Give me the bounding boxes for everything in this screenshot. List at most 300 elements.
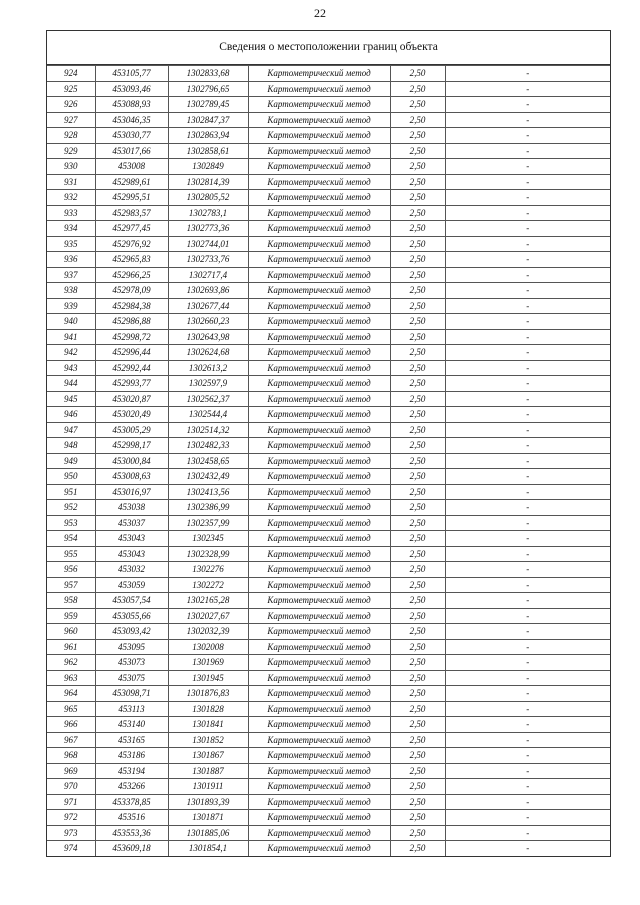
x-coordinate-cell: 453059: [95, 577, 168, 593]
y-coordinate-cell: 1302660,23: [168, 314, 248, 330]
x-coordinate-cell: 452983,57: [95, 205, 168, 221]
x-coordinate-cell: 452986,88: [95, 314, 168, 330]
accuracy-cell: 2,50: [390, 453, 445, 469]
y-coordinate-cell: 1301911: [168, 779, 248, 795]
table-row: [47, 438, 610, 454]
y-coordinate-cell: 1301876,83: [168, 686, 248, 702]
x-coordinate-cell: 452989,61: [95, 174, 168, 190]
accuracy-cell: 2,50: [390, 841, 445, 856]
accuracy-cell: 2,50: [390, 469, 445, 485]
point-number-cell: 971: [47, 794, 95, 810]
description-cell: -: [445, 794, 610, 810]
y-coordinate-cell: 1302165,28: [168, 593, 248, 609]
y-coordinate-cell: 1302805,52: [168, 190, 248, 206]
description-cell: -: [445, 81, 610, 97]
y-coordinate-cell: 1302677,44: [168, 298, 248, 314]
accuracy-cell: 2,50: [390, 190, 445, 206]
accuracy-cell: 2,50: [390, 360, 445, 376]
accuracy-cell: 2,50: [390, 577, 445, 593]
x-coordinate-cell: 452976,92: [95, 236, 168, 252]
accuracy-cell: 2,50: [390, 128, 445, 144]
point-number-cell: 966: [47, 717, 95, 733]
table-row: [47, 159, 610, 175]
x-coordinate-cell: 453043: [95, 531, 168, 547]
x-coordinate-cell: 453008,63: [95, 469, 168, 485]
y-coordinate-cell: 1302544,4: [168, 407, 248, 423]
accuracy-cell: 2,50: [390, 66, 445, 82]
y-coordinate-cell: 1301867: [168, 748, 248, 764]
table-row: [47, 422, 610, 438]
table-row: [47, 376, 610, 392]
description-cell: -: [445, 670, 610, 686]
description-cell: -: [445, 531, 610, 547]
x-coordinate-cell: 453186: [95, 748, 168, 764]
y-coordinate-cell: 1302863,94: [168, 128, 248, 144]
table-row: [47, 810, 610, 826]
point-number-cell: 946: [47, 407, 95, 423]
accuracy-cell: 2,50: [390, 686, 445, 702]
y-coordinate-cell: 1301945: [168, 670, 248, 686]
x-coordinate-cell: 453165: [95, 732, 168, 748]
point-number-cell: 954: [47, 531, 95, 547]
x-coordinate-cell: 453017,66: [95, 143, 168, 159]
y-coordinate-cell: 1302008: [168, 639, 248, 655]
x-coordinate-cell: 453609,18: [95, 841, 168, 856]
y-coordinate-cell: 1302458,65: [168, 453, 248, 469]
accuracy-cell: 2,50: [390, 438, 445, 454]
y-coordinate-cell: 1302345: [168, 531, 248, 547]
accuracy-cell: 2,50: [390, 97, 445, 113]
table-row: [47, 81, 610, 97]
accuracy-cell: 2,50: [390, 252, 445, 268]
description-cell: -: [445, 143, 610, 159]
accuracy-cell: 2,50: [390, 329, 445, 345]
x-coordinate-cell: 452998,72: [95, 329, 168, 345]
accuracy-cell: 2,50: [390, 267, 445, 283]
x-coordinate-cell: 452984,38: [95, 298, 168, 314]
y-coordinate-cell: 1301887: [168, 763, 248, 779]
point-number-cell: 969: [47, 763, 95, 779]
y-coordinate-cell: 1301885,06: [168, 825, 248, 841]
accuracy-cell: 2,50: [390, 407, 445, 423]
point-number-cell: 941: [47, 329, 95, 345]
table-row: [47, 360, 610, 376]
boundary-table-frame: [46, 30, 611, 857]
method-cell: Картометрический метод: [248, 701, 390, 717]
accuracy-cell: 2,50: [390, 810, 445, 826]
x-coordinate-cell: 453055,66: [95, 608, 168, 624]
y-coordinate-cell: 1302432,49: [168, 469, 248, 485]
point-number-cell: 964: [47, 686, 95, 702]
point-number-cell: 951: [47, 484, 95, 500]
description-cell: -: [445, 267, 610, 283]
accuracy-cell: 2,50: [390, 779, 445, 795]
point-number-cell: 944: [47, 376, 95, 392]
method-cell: Картометрический метод: [248, 577, 390, 593]
point-number-cell: 962: [47, 655, 95, 671]
method-cell: Картометрический метод: [248, 159, 390, 175]
x-coordinate-cell: 453020,49: [95, 407, 168, 423]
description-cell: -: [445, 469, 610, 485]
table-row: [47, 608, 610, 624]
x-coordinate-cell: 452977,45: [95, 221, 168, 237]
method-cell: Картометрический метод: [248, 763, 390, 779]
accuracy-cell: 2,50: [390, 376, 445, 392]
table-title: Сведения о местоположении границ объекта: [47, 31, 610, 65]
description-cell: -: [445, 484, 610, 500]
method-cell: Картометрический метод: [248, 515, 390, 531]
y-coordinate-cell: 1302783,1: [168, 205, 248, 221]
accuracy-cell: 2,50: [390, 236, 445, 252]
table-row: [47, 453, 610, 469]
y-coordinate-cell: 1302328,99: [168, 546, 248, 562]
x-coordinate-cell: 452966,25: [95, 267, 168, 283]
x-coordinate-cell: 452965,83: [95, 252, 168, 268]
description-cell: -: [445, 159, 610, 175]
method-cell: Картометрический метод: [248, 143, 390, 159]
point-number-cell: 949: [47, 453, 95, 469]
accuracy-cell: 2,50: [390, 624, 445, 640]
method-cell: Картометрический метод: [248, 779, 390, 795]
accuracy-cell: 2,50: [390, 655, 445, 671]
method-cell: Картометрический метод: [248, 670, 390, 686]
table-row: [47, 546, 610, 562]
method-cell: Картометрический метод: [248, 655, 390, 671]
method-cell: Картометрический метод: [248, 376, 390, 392]
description-cell: -: [445, 593, 610, 609]
description-cell: -: [445, 438, 610, 454]
boundary-points-table: [47, 65, 610, 856]
point-number-cell: 940: [47, 314, 95, 330]
y-coordinate-cell: 1302386,99: [168, 500, 248, 516]
accuracy-cell: 2,50: [390, 763, 445, 779]
table-row: [47, 624, 610, 640]
method-cell: Картометрический метод: [248, 112, 390, 128]
description-cell: -: [445, 422, 610, 438]
accuracy-cell: 2,50: [390, 143, 445, 159]
x-coordinate-cell: 453266: [95, 779, 168, 795]
method-cell: Картометрический метод: [248, 531, 390, 547]
accuracy-cell: 2,50: [390, 500, 445, 516]
accuracy-cell: 2,50: [390, 670, 445, 686]
description-cell: -: [445, 655, 610, 671]
x-coordinate-cell: 453037: [95, 515, 168, 531]
description-cell: -: [445, 500, 610, 516]
method-cell: Картометрический метод: [248, 810, 390, 826]
table-row: [47, 562, 610, 578]
accuracy-cell: 2,50: [390, 546, 445, 562]
table-row: [47, 593, 610, 609]
y-coordinate-cell: 1301841: [168, 717, 248, 733]
method-cell: Картометрический метод: [248, 608, 390, 624]
point-number-cell: 955: [47, 546, 95, 562]
point-number-cell: 947: [47, 422, 95, 438]
accuracy-cell: 2,50: [390, 391, 445, 407]
point-number-cell: 935: [47, 236, 95, 252]
description-cell: -: [445, 453, 610, 469]
method-cell: Картометрический метод: [248, 314, 390, 330]
description-cell: -: [445, 608, 610, 624]
description-cell: -: [445, 360, 610, 376]
description-cell: -: [445, 701, 610, 717]
point-number-cell: 960: [47, 624, 95, 640]
x-coordinate-cell: 453030,77: [95, 128, 168, 144]
description-cell: -: [445, 97, 610, 113]
x-coordinate-cell: 453043: [95, 546, 168, 562]
point-number-cell: 956: [47, 562, 95, 578]
y-coordinate-cell: 1302413,56: [168, 484, 248, 500]
table-row: [47, 236, 610, 252]
table-row: [47, 283, 610, 299]
x-coordinate-cell: 453008: [95, 159, 168, 175]
accuracy-cell: 2,50: [390, 159, 445, 175]
point-number-cell: 926: [47, 97, 95, 113]
description-cell: -: [445, 624, 610, 640]
method-cell: Картометрический метод: [248, 500, 390, 516]
table-row: [47, 252, 610, 268]
y-coordinate-cell: 1302847,37: [168, 112, 248, 128]
method-cell: Картометрический метод: [248, 298, 390, 314]
method-cell: Картометрический метод: [248, 841, 390, 856]
y-coordinate-cell: 1302643,98: [168, 329, 248, 345]
x-coordinate-cell: 453093,46: [95, 81, 168, 97]
description-cell: -: [445, 190, 610, 206]
point-number-cell: 927: [47, 112, 95, 128]
method-cell: Картометрический метод: [248, 174, 390, 190]
method-cell: Картометрический метод: [248, 360, 390, 376]
y-coordinate-cell: 1302027,67: [168, 608, 248, 624]
accuracy-cell: 2,50: [390, 345, 445, 361]
point-number-cell: 950: [47, 469, 95, 485]
x-coordinate-cell: 453095: [95, 639, 168, 655]
x-coordinate-cell: 453113: [95, 701, 168, 717]
table-row: [47, 717, 610, 733]
table-row: [47, 221, 610, 237]
method-cell: Картометрический метод: [248, 794, 390, 810]
y-coordinate-cell: 1302833,68: [168, 66, 248, 82]
method-cell: Картометрический метод: [248, 639, 390, 655]
description-cell: -: [445, 562, 610, 578]
table-row: [47, 345, 610, 361]
method-cell: Картометрический метод: [248, 391, 390, 407]
y-coordinate-cell: 1302272: [168, 577, 248, 593]
accuracy-cell: 2,50: [390, 174, 445, 190]
x-coordinate-cell: 453516: [95, 810, 168, 826]
table-row: [47, 190, 610, 206]
y-coordinate-cell: 1302849: [168, 159, 248, 175]
method-cell: Картометрический метод: [248, 283, 390, 299]
method-cell: Картометрический метод: [248, 562, 390, 578]
table-row: [47, 655, 610, 671]
table-row: [47, 686, 610, 702]
point-number-cell: 932: [47, 190, 95, 206]
y-coordinate-cell: 1302613,2: [168, 360, 248, 376]
method-cell: Картометрический метод: [248, 732, 390, 748]
accuracy-cell: 2,50: [390, 701, 445, 717]
table-row: [47, 267, 610, 283]
table-row: [47, 174, 610, 190]
description-cell: -: [445, 236, 610, 252]
method-cell: Картометрический метод: [248, 329, 390, 345]
description-cell: -: [445, 174, 610, 190]
description-cell: -: [445, 283, 610, 299]
point-number-cell: 942: [47, 345, 95, 361]
table-row: [47, 205, 610, 221]
description-cell: -: [445, 221, 610, 237]
y-coordinate-cell: 1301852: [168, 732, 248, 748]
method-cell: Картометрический метод: [248, 81, 390, 97]
page-number: 22: [314, 6, 326, 20]
description-cell: -: [445, 66, 610, 82]
point-number-cell: 953: [47, 515, 95, 531]
x-coordinate-cell: 452998,17: [95, 438, 168, 454]
x-coordinate-cell: 453005,29: [95, 422, 168, 438]
x-coordinate-cell: 453038: [95, 500, 168, 516]
x-coordinate-cell: 453553,36: [95, 825, 168, 841]
point-number-cell: 970: [47, 779, 95, 795]
description-cell: -: [445, 112, 610, 128]
y-coordinate-cell: 1302276: [168, 562, 248, 578]
point-number-cell: 924: [47, 66, 95, 82]
point-number-cell: 967: [47, 732, 95, 748]
x-coordinate-cell: 453098,71: [95, 686, 168, 702]
method-cell: Картометрический метод: [248, 128, 390, 144]
description-cell: -: [445, 546, 610, 562]
x-coordinate-cell: 452992,44: [95, 360, 168, 376]
method-cell: Картометрический метод: [248, 236, 390, 252]
table-row: [47, 825, 610, 841]
x-coordinate-cell: 452995,51: [95, 190, 168, 206]
point-number-cell: 936: [47, 252, 95, 268]
table-row: [47, 128, 610, 144]
y-coordinate-cell: 1301871: [168, 810, 248, 826]
x-coordinate-cell: 452978,09: [95, 283, 168, 299]
table-row: [47, 763, 610, 779]
accuracy-cell: 2,50: [390, 515, 445, 531]
y-coordinate-cell: 1302858,61: [168, 143, 248, 159]
method-cell: Картометрический метод: [248, 469, 390, 485]
description-cell: -: [445, 205, 610, 221]
x-coordinate-cell: 453105,77: [95, 66, 168, 82]
description-cell: -: [445, 841, 610, 856]
accuracy-cell: 2,50: [390, 639, 445, 655]
point-number-cell: 945: [47, 391, 95, 407]
accuracy-cell: 2,50: [390, 794, 445, 810]
y-coordinate-cell: 1302624,68: [168, 345, 248, 361]
method-cell: Картометрический метод: [248, 546, 390, 562]
point-number-cell: 938: [47, 283, 95, 299]
x-coordinate-cell: 453057,54: [95, 593, 168, 609]
description-cell: -: [445, 748, 610, 764]
table-row: [47, 779, 610, 795]
y-coordinate-cell: 1302562,37: [168, 391, 248, 407]
y-coordinate-cell: 1302032,39: [168, 624, 248, 640]
point-number-cell: 943: [47, 360, 95, 376]
description-cell: -: [445, 825, 610, 841]
method-cell: Картометрический метод: [248, 205, 390, 221]
point-number-cell: 972: [47, 810, 95, 826]
point-number-cell: 968: [47, 748, 95, 764]
table-row: [47, 531, 610, 547]
point-number-cell: 963: [47, 670, 95, 686]
method-cell: Картометрический метод: [248, 66, 390, 82]
method-cell: Картометрический метод: [248, 438, 390, 454]
table-row: [47, 701, 610, 717]
accuracy-cell: 2,50: [390, 562, 445, 578]
description-cell: -: [445, 391, 610, 407]
y-coordinate-cell: 1302514,32: [168, 422, 248, 438]
y-coordinate-cell: 1301854,1: [168, 841, 248, 856]
y-coordinate-cell: 1302744,01: [168, 236, 248, 252]
table-body: [47, 66, 610, 856]
description-cell: -: [445, 686, 610, 702]
y-coordinate-cell: 1302482,33: [168, 438, 248, 454]
method-cell: Картометрический метод: [248, 717, 390, 733]
description-cell: -: [445, 252, 610, 268]
y-coordinate-cell: 1302773,36: [168, 221, 248, 237]
x-coordinate-cell: 453046,35: [95, 112, 168, 128]
description-cell: -: [445, 717, 610, 733]
x-coordinate-cell: 453073: [95, 655, 168, 671]
accuracy-cell: 2,50: [390, 283, 445, 299]
x-coordinate-cell: 452993,77: [95, 376, 168, 392]
description-cell: -: [445, 763, 610, 779]
x-coordinate-cell: 453020,87: [95, 391, 168, 407]
x-coordinate-cell: 453075: [95, 670, 168, 686]
y-coordinate-cell: 1301893,39: [168, 794, 248, 810]
method-cell: Картометрический метод: [248, 252, 390, 268]
table-row: [47, 391, 610, 407]
table-row: [47, 112, 610, 128]
method-cell: Картометрический метод: [248, 748, 390, 764]
accuracy-cell: 2,50: [390, 205, 445, 221]
method-cell: Картометрический метод: [248, 345, 390, 361]
accuracy-cell: 2,50: [390, 593, 445, 609]
point-number-cell: 937: [47, 267, 95, 283]
method-cell: Картометрический метод: [248, 422, 390, 438]
table-row: [47, 469, 610, 485]
method-cell: Картометрический метод: [248, 593, 390, 609]
table-row: [47, 314, 610, 330]
accuracy-cell: 2,50: [390, 221, 445, 237]
table-row: [47, 748, 610, 764]
y-coordinate-cell: 1301828: [168, 701, 248, 717]
point-number-cell: 974: [47, 841, 95, 856]
x-coordinate-cell: 453194: [95, 763, 168, 779]
method-cell: Картометрический метод: [248, 686, 390, 702]
description-cell: -: [445, 407, 610, 423]
method-cell: Картометрический метод: [248, 267, 390, 283]
table-row: [47, 500, 610, 516]
x-coordinate-cell: 453088,93: [95, 97, 168, 113]
accuracy-cell: 2,50: [390, 422, 445, 438]
accuracy-cell: 2,50: [390, 717, 445, 733]
point-number-cell: 952: [47, 500, 95, 516]
y-coordinate-cell: 1302733,76: [168, 252, 248, 268]
description-cell: -: [445, 515, 610, 531]
y-coordinate-cell: 1302796,65: [168, 81, 248, 97]
point-number-cell: 973: [47, 825, 95, 841]
description-cell: -: [445, 329, 610, 345]
x-coordinate-cell: 453140: [95, 717, 168, 733]
point-number-cell: 965: [47, 701, 95, 717]
point-number-cell: 925: [47, 81, 95, 97]
point-number-cell: 961: [47, 639, 95, 655]
accuracy-cell: 2,50: [390, 314, 445, 330]
table-row: [47, 97, 610, 113]
description-cell: -: [445, 577, 610, 593]
table-row: [47, 515, 610, 531]
